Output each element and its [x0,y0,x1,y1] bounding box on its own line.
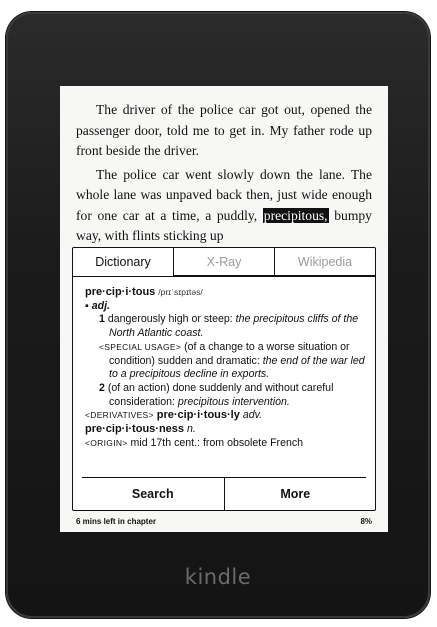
e-ink-screen [60,86,388,532]
sense-2 [85,382,367,409]
usage-label: <SPECIAL USAGE> [99,341,182,352]
book-text[interactable] [76,100,372,250]
sense-1 [85,313,367,340]
origin-label: <ORIGIN> [85,437,128,448]
paragraph-2 [76,165,372,247]
derivative-1-pos: adv. [242,409,263,422]
headword: pre·cip·i·tous [85,286,156,298]
highlighted-word[interactable]: precipitous, [263,207,328,223]
origin-text: mid 17th cent.: from obsolete French [130,436,304,449]
derivatives-label: <DERIVATIVES> [85,410,154,421]
derivative-1: pre·cip·i·tous·ly [156,409,240,422]
sense-example: the precipitous cliffs of the North Atlantic coast. [109,313,359,340]
reading-progress-footer [76,517,372,526]
popup-actions [82,477,366,510]
tab-wikipedia[interactable]: Wikipedia [275,248,375,276]
derivative-2: pre·cip·i·tous·ness [85,423,185,436]
popup-tabs [73,248,375,277]
kindle-device [6,12,430,618]
usage-definition: (of a change to a worse situation or condition) sudden and dramatic: [109,340,350,367]
search-button[interactable]: Search [131,487,174,501]
paragraph-2-start: The police car went slowly down the lane. The whole lane was unpaved back then, just wide enough for one car at a time, a puddly, [76,166,372,223]
sense-example: precipitous intervention. [177,395,290,408]
sense-number: 2 [99,381,105,394]
sense-definition: dangerously high or steep: [107,313,233,326]
pronunciation: /prɪˈsɪpɪtəs/ [158,287,203,297]
origin-line [85,437,367,451]
paragraph-1: The driver of the police car got out, opened the passenger door, told me to get in. My father rode up front beside the driver. [76,102,372,158]
time-left-in-chapter: 6 mins left in chapter [76,517,157,526]
kindle-logo: kindle [184,565,252,589]
paragraph-2-end: bumpy way, with flints sticking up [76,207,372,243]
more-button[interactable]: More [224,478,367,510]
percent-read: 8% [360,517,372,526]
sense-number: 1 [99,313,105,326]
tab-x-ray[interactable]: X-Ray [174,248,275,276]
dictionary-popup [72,247,376,511]
part-of-speech-line [85,300,367,314]
bullet-icon: ▪ [85,299,89,312]
part-of-speech: adj. [91,299,110,312]
tab-dictionary[interactable]: Dictionary [73,248,174,276]
usage-example: the end of the war led to a precipitous decline in exports. [109,354,365,381]
headword-line [85,286,367,300]
derivative-2-pos: n. [186,423,196,436]
derivative-2-line [85,423,367,437]
dictionary-entry [85,286,367,450]
special-usage [85,341,367,382]
derivatives-line [85,409,367,423]
sense-definition: (of an action) done suddenly and without careful consideration: [107,381,334,408]
